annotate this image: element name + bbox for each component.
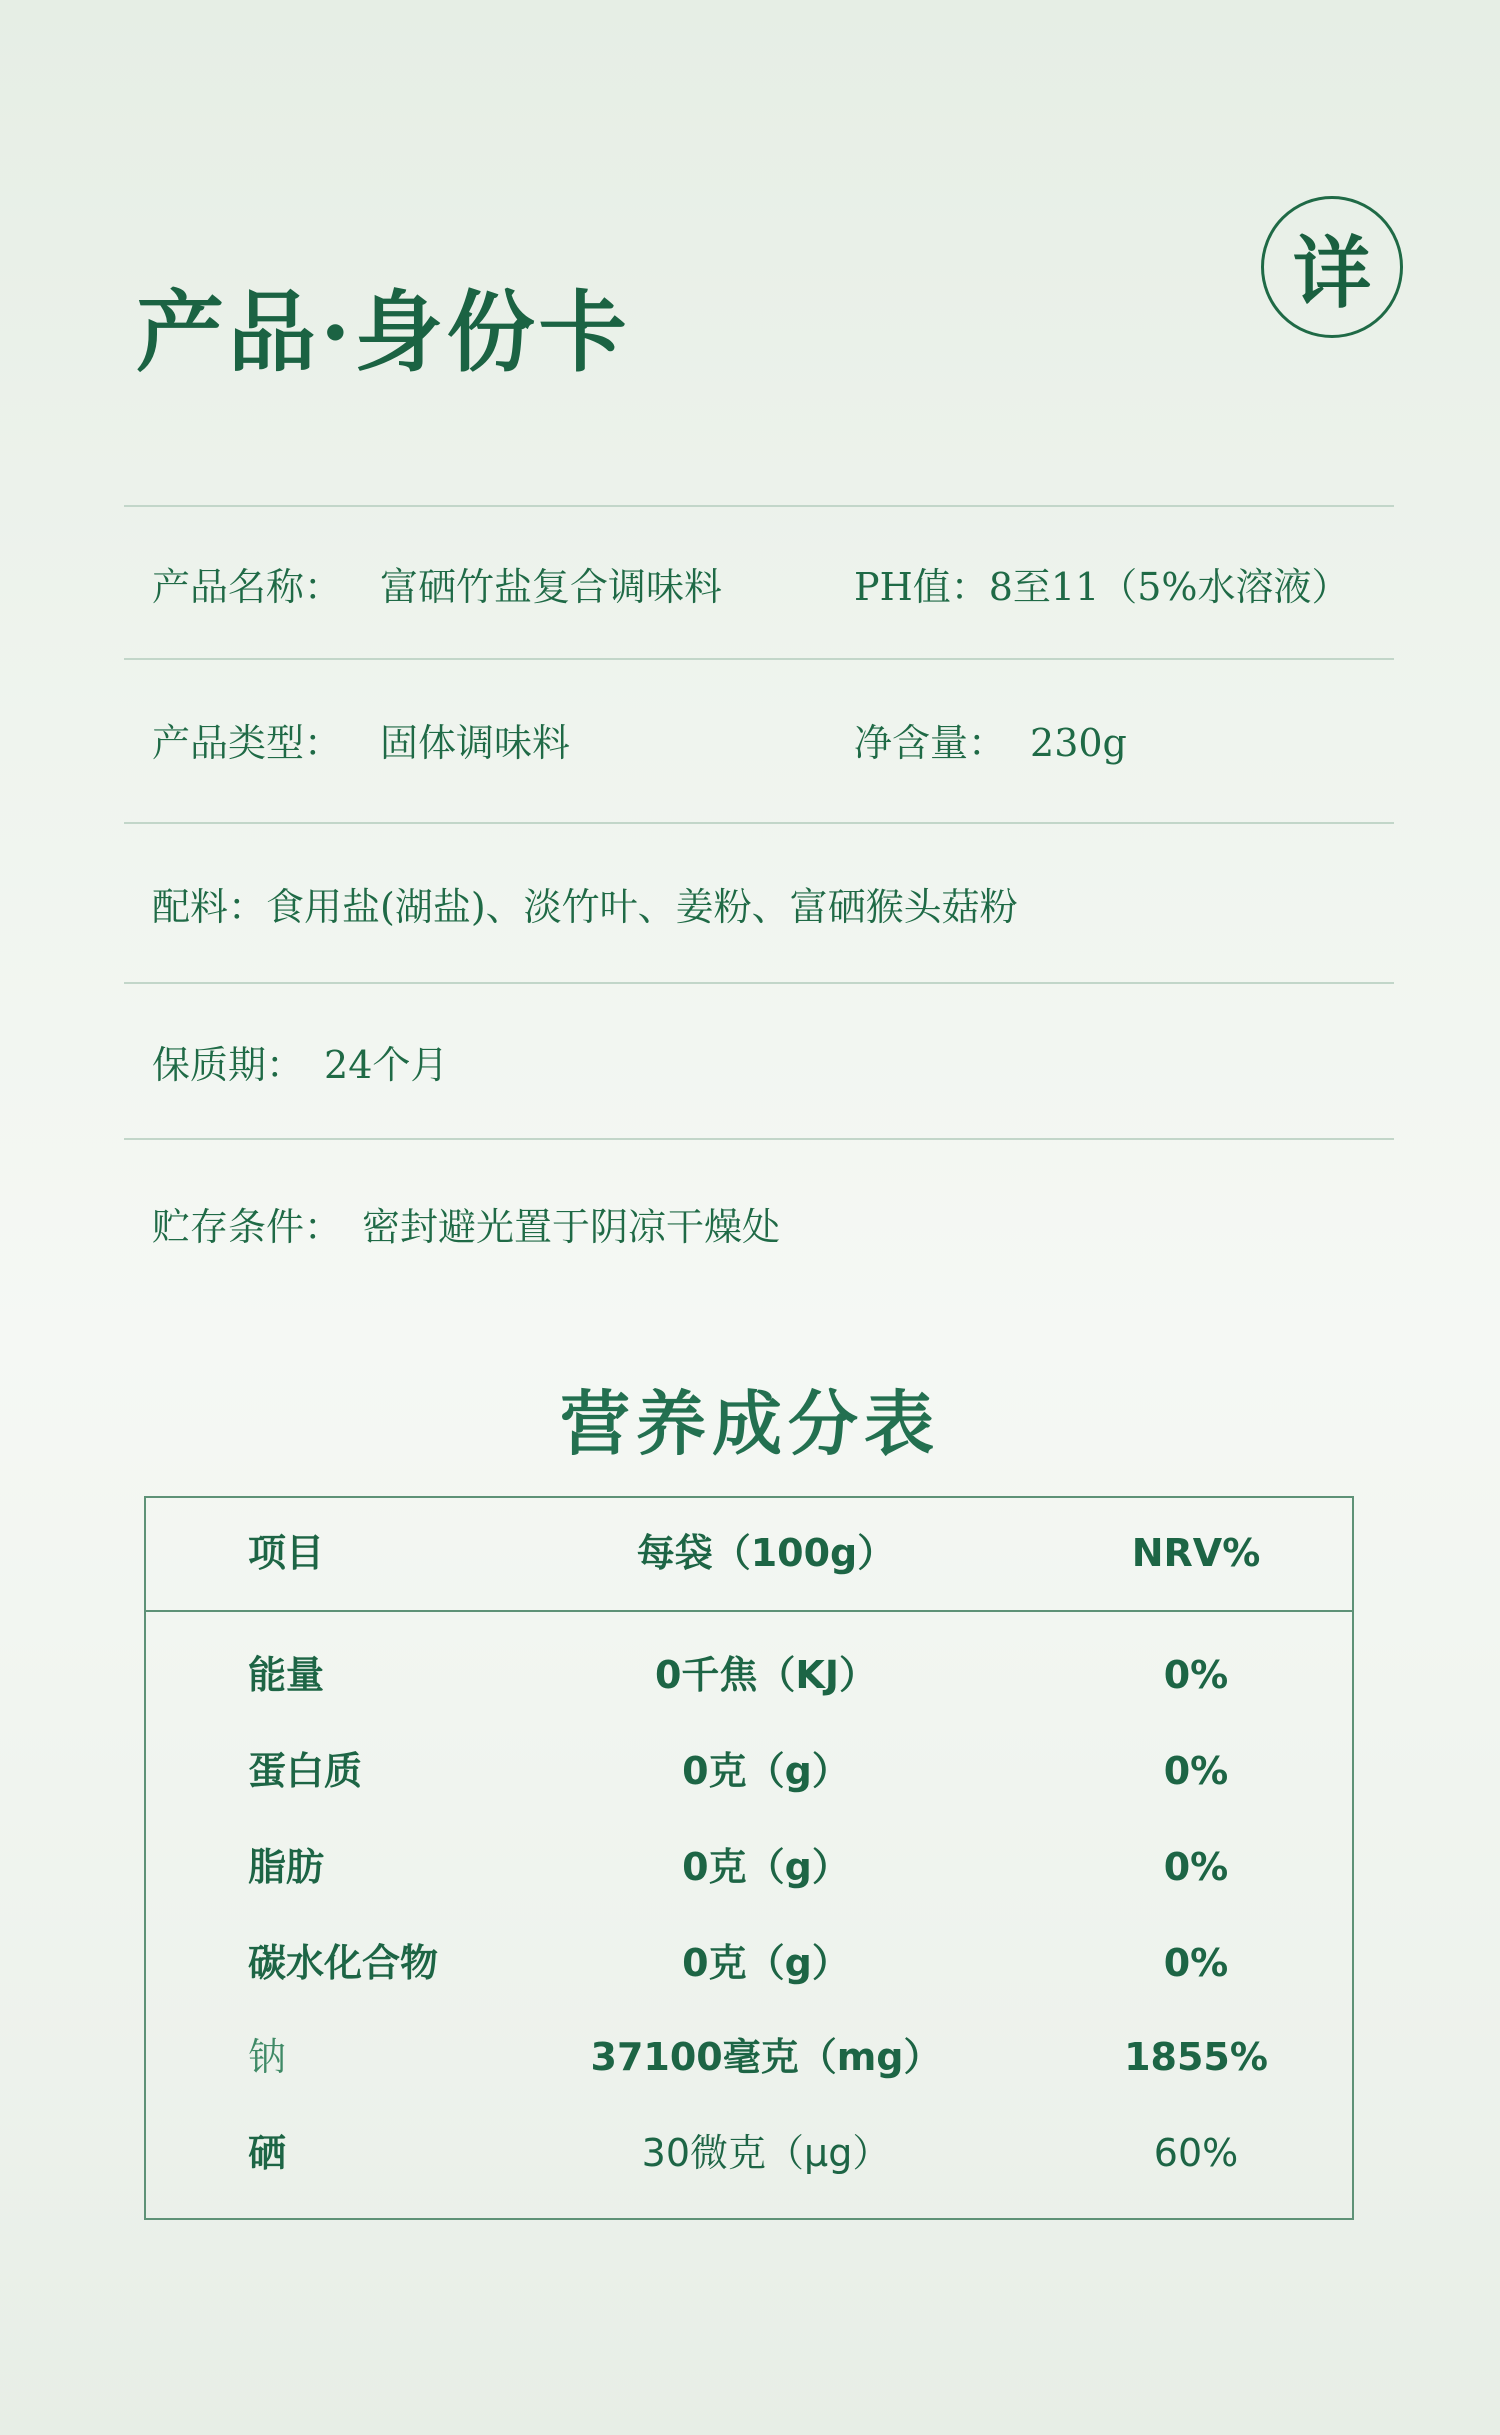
divider: [124, 505, 1394, 507]
header-amount: 每袋（100g）: [636, 1531, 896, 1575]
divider: [124, 822, 1394, 824]
shelf-life-value: 24个月: [324, 1043, 449, 1087]
product-type-row: [152, 721, 571, 765]
ph-row: [854, 565, 1350, 609]
divider: [124, 982, 1394, 984]
storage-row: [152, 1205, 781, 1249]
net-weight-label: 净含量：: [854, 721, 1007, 765]
page-title: 产品·身份卡: [136, 280, 631, 384]
nutrition-title: 营养成分表: [560, 1382, 940, 1465]
row-amount: 30微克（μg）: [641, 2131, 891, 2175]
row-nrv: 0%: [1163, 1749, 1229, 1793]
row-item: 蛋白质: [248, 1749, 363, 1793]
row-amount: 0千焦（KJ）: [654, 1653, 878, 1697]
row-amount: 0克（g）: [682, 1941, 850, 1985]
row-nrv: 0%: [1163, 1653, 1229, 1697]
row-item: 脂肪: [248, 1845, 325, 1889]
product-name-value: 富硒竹盐复合调味料: [380, 565, 723, 609]
row-item: 钠: [248, 2035, 287, 2079]
ingredients-row: [152, 885, 1018, 929]
storage-value: 密封避光置于阴凉干燥处: [362, 1205, 781, 1249]
row-nrv: 0%: [1163, 1845, 1229, 1889]
row-amount: 0克（g）: [682, 1749, 850, 1793]
net-weight-value: 230g: [1030, 721, 1127, 765]
ingredients-label: 配料：: [152, 885, 267, 929]
row-item: 碳水化合物: [248, 1941, 439, 1985]
detail-badge: [1261, 196, 1403, 338]
product-name-label: 产品名称：: [152, 565, 343, 609]
badge-char: 详: [1292, 228, 1371, 319]
row-amount: 0克（g）: [682, 1845, 850, 1889]
ingredients-value: 食用盐(湖盐)、淡竹叶、姜粉、富硒猴头菇粉: [266, 885, 1018, 929]
row-item: 能量: [248, 1653, 325, 1697]
product-name-row: [152, 565, 723, 609]
row-nrv: 1855%: [1124, 2035, 1268, 2079]
ph-value: 8至11（5%水溶液）: [988, 565, 1350, 609]
divider: [124, 658, 1394, 660]
ph-label: PH值：: [854, 565, 989, 609]
storage-label: 贮存条件：: [152, 1205, 343, 1249]
shelf-life-row: [152, 1043, 449, 1087]
header-divider: [146, 1610, 1352, 1612]
product-type-label: 产品类型：: [152, 721, 343, 765]
shelf-life-label: 保质期：: [152, 1043, 305, 1087]
net-weight-row: [854, 721, 1127, 765]
product-type-value: 固体调味料: [380, 721, 571, 765]
row-amount: 37100毫克（mg）: [590, 2035, 942, 2079]
divider: [124, 1138, 1394, 1140]
row-nrv: 60%: [1153, 2131, 1239, 2175]
row-nrv: 0%: [1163, 1941, 1229, 1985]
header-nrv: NRV%: [1131, 1531, 1261, 1575]
header-item: 项目: [248, 1531, 325, 1575]
row-item: 硒: [248, 2131, 287, 2175]
nutrition-table: [144, 1496, 1354, 2220]
